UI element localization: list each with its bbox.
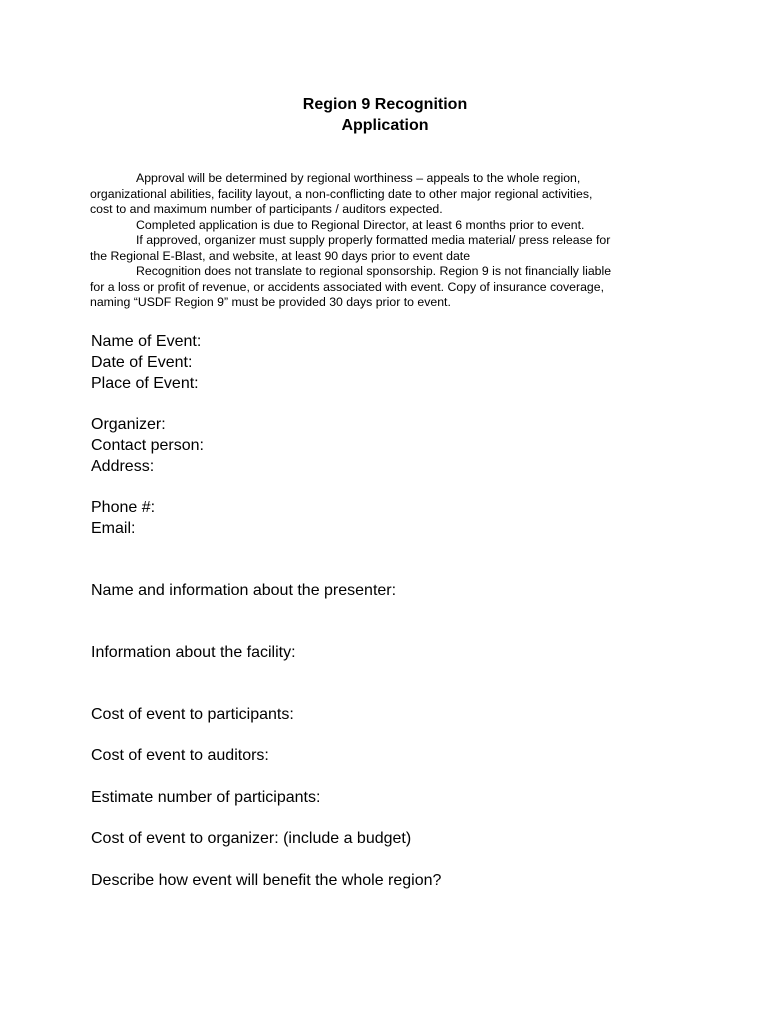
facility-info-label: Information about the facility: xyxy=(91,644,296,661)
date-of-event-label: Date of Event: xyxy=(91,354,193,371)
intro-line: cost to and maximum number of participants / auditors expected. xyxy=(90,202,443,216)
cost-participants-label: Cost of event to participants: xyxy=(91,706,294,723)
intro-line: organizational abilities, facility layout, a non-conflicting date to other major regional activities, xyxy=(90,186,593,201)
place-of-event-label: Place of Event: xyxy=(91,375,199,392)
phone-label: Phone #: xyxy=(91,499,156,516)
email-label: Email: xyxy=(91,520,136,537)
presenter-info-label: Name and information about the presenter: xyxy=(91,582,397,599)
intro-line: for a loss or profit of revenue, or accidents associated with event. Copy of insurance coverage, xyxy=(90,279,605,294)
title-line-1: Region 9 Recognition xyxy=(302,96,468,113)
intro-line: Approval will be determined by regional worthiness – appeals to the whole region, xyxy=(136,171,581,185)
title-line-2: Application xyxy=(341,117,429,134)
address-label: Address: xyxy=(91,458,155,475)
intro-line: Completed application is due to Regional Director, at least 6 months prior to event. xyxy=(136,217,585,232)
name-of-event-label: Name of Event: xyxy=(91,333,202,350)
intro-line: If approved, organizer must supply properly formatted media material/ press release for xyxy=(136,233,611,247)
intro-line: naming “USDF Region 9” must be provided 30 days prior to event. xyxy=(90,295,451,309)
intro-line: Recognition does not translate to regional sponsorship. Region 9 is not financially liable xyxy=(136,264,612,278)
cost-auditors-label: Cost of event to auditors: xyxy=(91,747,269,764)
intro-line: the Regional E-Blast, and website, at least 90 days prior to event date xyxy=(90,248,471,263)
document-title xyxy=(0,94,770,136)
estimate-participants-label: Estimate number of participants: xyxy=(91,789,321,806)
organizer-label: Organizer: xyxy=(91,416,166,433)
contact-person-label: Contact person: xyxy=(91,437,204,454)
intro-paragraphs xyxy=(90,171,680,311)
cost-organizer-label: Cost of event to organizer: (include a budget) xyxy=(91,830,412,847)
benefit-region-label: Describe how event will benefit the whole region? xyxy=(91,872,442,889)
